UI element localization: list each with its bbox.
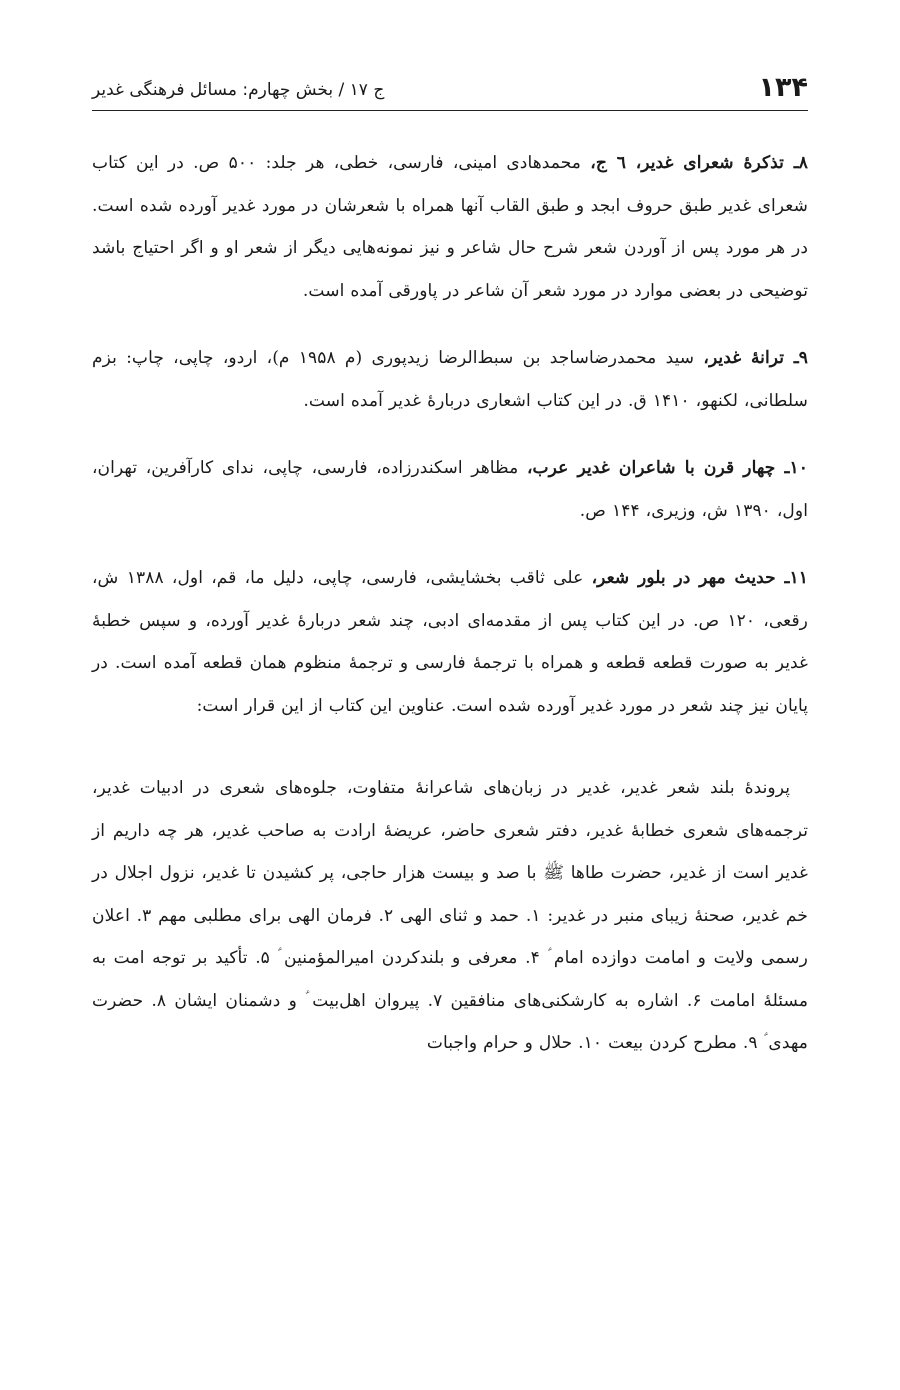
entry-title: ۸ـ تذکرهٔ شعرای غدیر، ٦ ج،: [590, 153, 808, 173]
running-head: ج ۱۷ / بخش چهارم: مسائل فرهنگی غدیر: [92, 80, 385, 100]
entry-body: مظاهر اسکندرزاده، فارسی، چاپی، ندای کارآفرین، تهران، اول، ۱۳۹۰ ش، وزیری، ۱۴۴ ص.: [92, 458, 808, 521]
entry-9: [92, 337, 808, 422]
entry-11: [92, 557, 808, 727]
entry-body: علی ثاقب بخشایشی، فارسی، چاپی، دلیل ما، قم، اول، ۱۳۸۸ ش، رقعی، ۱۲۰ ص. در این کتاب پس از مقدمه‌ای ادبی، چند شعر دربارهٔ غدیر آورده، و سپس خطبهٔ غدیر به صورت قطعه قطعه و همراه با ترجمهٔ فارسی و ترجمهٔ منظوم همان قطعه آمده است. در پایان نیز چند شعر در مورد غدیر آورده شده است. عناوین این کتاب از این قرار است:: [92, 568, 808, 716]
contents-paragraph: پروندهٔ بلند شعر غدیر، غدیر در زبان‌های شاعرانهٔ متفاوت، جلوه‌های شعری در ادبیات غدیر، ترجمه‌های شعری خطابهٔ غدیر، دفتر شعری حاضر، عریضهٔ ارادت به صاحب غدیر، هر چه داریم از غدیر است از غدیر، حضرت طاها ﷺ با صد و بیست هزار حاجی، پر کشیدن تا غدیر، نزول اجلال در خم غدیر، صحنهٔ زیبای منبر در غدیر: ۱. حمد و ثنای الهی ۲. فرمان الهی برای مطلبی مهم ۳. اعلان رسمی ولایت و امامت دوازده امام ؑ ۴. معرفی و بلندکردن امیرالمؤمنین ؑ ۵. تأکید بر توجه امت به مسئلهٔ امامت ۶. اشاره به کارشکنی‌های منافقین ۷. پیروان اهل‌بیت ؑ و دشمنان ایشان ۸. حضرت مهدی ؑ ۹. مطرح کردن بیعت ۱۰. حلال و حرام واجبات: [92, 778, 809, 1053]
page-header: [92, 70, 808, 111]
entry-8: [92, 142, 808, 312]
entry-10: [92, 447, 808, 532]
page-number: ۱۳۴: [758, 72, 808, 103]
entry-title: ۹ـ ترانهٔ غدیر،: [703, 348, 808, 368]
entry-title: ۱۱ـ حدیث مهر در بلور شعر،: [591, 568, 808, 588]
entry-body: محمدهادی امینی، فارسی، خطی، هر جلد: ۵۰۰ ص. در این کتاب شعرای غدیر طبق حروف ابجد و طبق القاب آنها همراه با شعرشان در مورد غدیر آورده شده است. در هر مورد پس از آوردن شعر شرح حال شاعر و نیز نمونه‌هایی دیگر از شعر او و اگر احتیاج باشد توضیحی در بعضی موارد در مورد شعر آن شاعر در پاورقی آمده است.: [92, 153, 808, 301]
entry-title: ۱۰ـ چهار قرن با شاعران غدیر عرب،: [526, 458, 808, 478]
page-content: [92, 142, 808, 1090]
book-page: [92, 0, 808, 1390]
entry-body: سید محمدرضاساجد بن سبط‌الرضا زیدپوری (م ۱۹۵۸ م)، اردو، چاپی، چاپ: بزم سلطانی، لکنهو، ۱۴۱۰ ق. در این کتاب اشعاری دربارهٔ غدیر آمده است.: [92, 348, 808, 411]
